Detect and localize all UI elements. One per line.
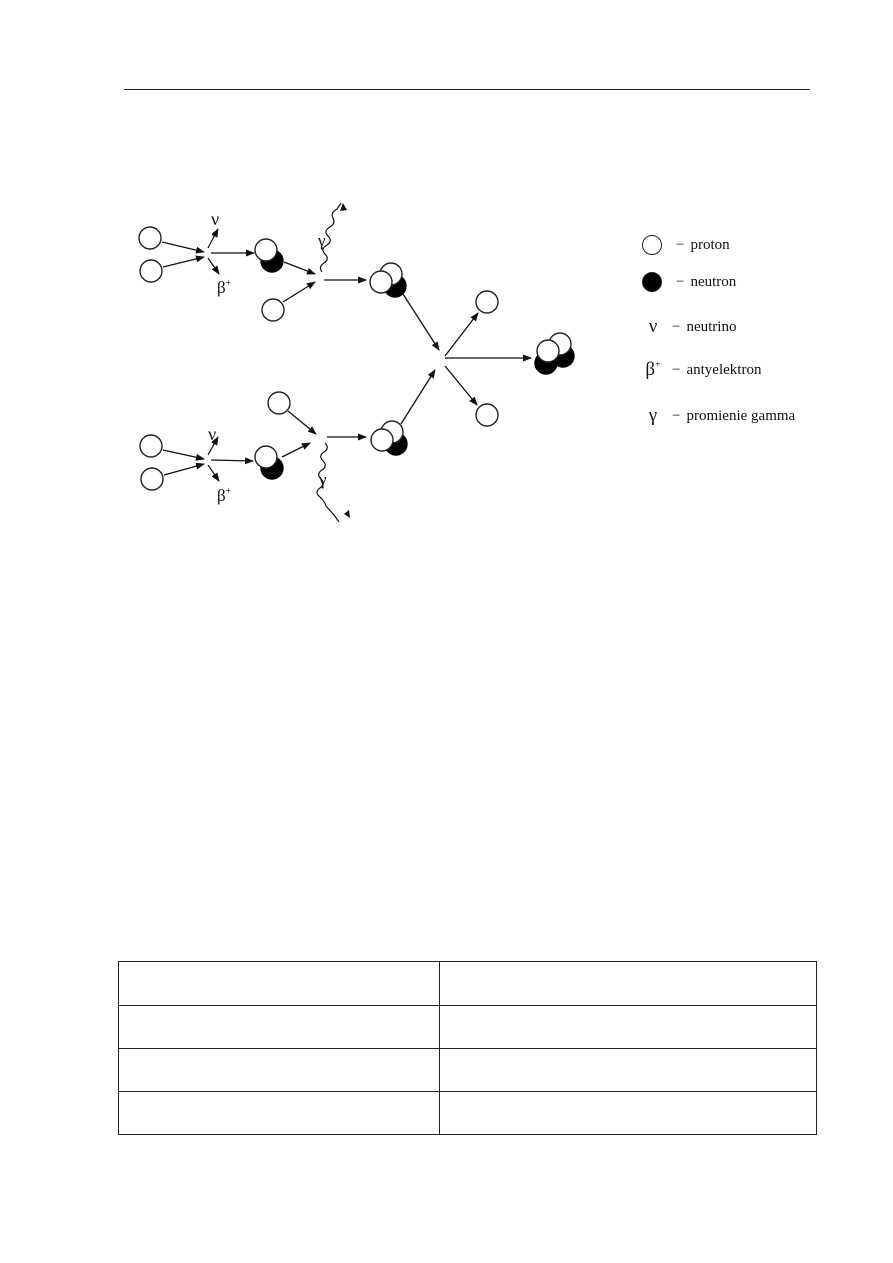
proton-legend-icon: [642, 235, 662, 255]
legend-label: neutron: [690, 273, 737, 290]
arrow: [162, 242, 204, 252]
gamma-symbol: γ: [318, 231, 326, 250]
proton: [537, 340, 559, 362]
legend-neutron: [642, 272, 736, 292]
proton: [476, 404, 498, 426]
table-row: [119, 1006, 817, 1049]
arrow: [401, 370, 435, 424]
proton: [255, 446, 277, 468]
table-row: [119, 1092, 817, 1135]
gamma-arrowhead: [340, 203, 347, 211]
arrow: [163, 450, 204, 459]
proton: [255, 239, 277, 261]
table-cell[interactable]: [119, 1006, 440, 1049]
neutron-legend-icon: [642, 272, 662, 292]
neutrino-symbol: ν: [208, 424, 217, 444]
neutrino-arrow: [208, 229, 218, 248]
table-cell[interactable]: [440, 1006, 817, 1049]
arrow: [403, 294, 439, 350]
neutrino-symbol: ν: [211, 209, 220, 229]
positron-symbol: β+: [217, 486, 232, 505]
gamma-legend-symbol: γ: [648, 405, 658, 426]
legend-dash: −: [672, 407, 681, 424]
table-cell[interactable]: [119, 1092, 440, 1135]
proton: [371, 429, 393, 451]
legend-dash: −: [676, 273, 685, 290]
proton-proton-chain-diagram: [0, 0, 893, 560]
table-cell[interactable]: [440, 1049, 817, 1092]
gamma-arrowhead: [344, 510, 350, 518]
arrow: [288, 411, 316, 434]
neutrino-legend-symbol: ν: [648, 316, 658, 337]
legend-label: antyelektron: [686, 361, 762, 378]
arrow: [284, 262, 315, 274]
table-cell[interactable]: [119, 1049, 440, 1092]
legend-label: promienie gamma: [686, 407, 796, 424]
proton: [141, 468, 163, 490]
proton: [140, 260, 162, 282]
answer-table: [118, 961, 817, 1135]
arrow: [445, 313, 478, 356]
proton: [140, 435, 162, 457]
positron-legend-symbol: β+: [645, 359, 661, 380]
table-row: [119, 1049, 817, 1092]
legend-label: proton: [690, 236, 730, 253]
gamma-symbol: γ: [319, 470, 327, 489]
legend-dash: −: [676, 236, 685, 253]
arrow: [283, 282, 315, 302]
legend-gamma: [642, 405, 795, 427]
arrow: [163, 257, 204, 267]
arrow: [445, 366, 477, 405]
table-row: [119, 962, 817, 1006]
proton: [476, 291, 498, 313]
proton: [370, 271, 392, 293]
legend-proton: [642, 235, 730, 255]
positron-arrow: [208, 465, 219, 481]
proton: [262, 299, 284, 321]
legend-neutrino: [642, 316, 736, 338]
table-cell[interactable]: [119, 962, 440, 1006]
legend-dash: −: [672, 318, 681, 335]
arrow: [164, 464, 204, 475]
positron-symbol: β+: [217, 278, 232, 297]
arrow: [211, 460, 253, 461]
arrow: [282, 443, 310, 457]
legend-label: neutrino: [686, 318, 737, 335]
legend-antyelektron: [642, 359, 761, 381]
table-cell[interactable]: [440, 962, 817, 1006]
legend-dash: −: [672, 361, 681, 378]
proton: [139, 227, 161, 249]
positron-arrow: [208, 258, 219, 274]
proton: [268, 392, 290, 414]
table-cell[interactable]: [440, 1092, 817, 1135]
